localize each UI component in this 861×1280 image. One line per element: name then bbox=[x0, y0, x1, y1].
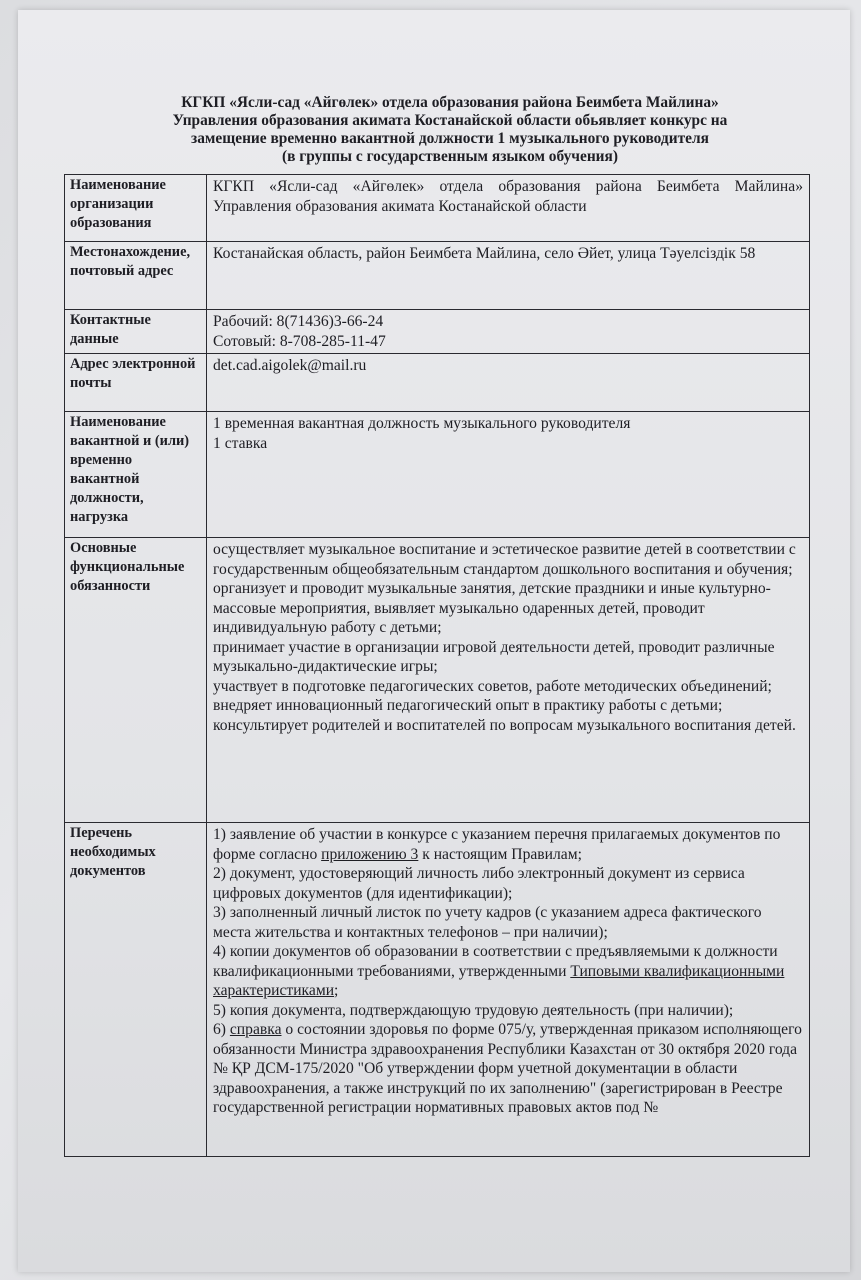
value-duties bbox=[207, 538, 810, 823]
duty-item: осуществляет музыкальное воспитание и эстетическое развитие детей в соответствии с государственным общеобязательным стандартом дошкольного воспитания и обучения; bbox=[213, 541, 796, 578]
value-vacancy bbox=[207, 412, 810, 538]
document-item-2: 2) документ, удостоверяющий личность либо электронный документ из сервиса цифровых документов (для идентификации); bbox=[213, 865, 745, 902]
document-item-6 bbox=[213, 1020, 803, 1118]
duty-item: принимает участие в организации игровой деятельности детей, проводит различные музыкально-дидактические игры; bbox=[213, 638, 775, 675]
document-item-5: 5) копия документа, подтверждающую трудовую деятельность (при наличии); bbox=[213, 1001, 734, 1019]
document-text: к настоящим Правилам; bbox=[418, 845, 582, 863]
row-location bbox=[65, 242, 810, 310]
value-documents bbox=[207, 823, 810, 1157]
document-item-4 bbox=[213, 942, 803, 1001]
vacancy-table bbox=[64, 174, 810, 1157]
title-line-3: замещение временно вакантной должности 1 музыкального руководителя bbox=[191, 130, 709, 147]
value-contacts bbox=[207, 310, 810, 354]
title-line-4: (в группы с государственным языком обучения) bbox=[281, 148, 619, 165]
vacancy-position: 1 временная вакантная должность музыкального руководителя bbox=[213, 415, 631, 432]
duty-item: консультирует родителей и воспитателей по вопросам музыкального воспитания детей. bbox=[213, 716, 796, 734]
duty-item: организует и проводит музыкальные занятия, детские праздники и иные культурно-массовые мероприятия, выявляет музыкально одаренных детей, проводит индивидуальную работу с детьми; bbox=[213, 580, 771, 636]
label-documents: Перечень необходимых документов bbox=[65, 823, 207, 1157]
title-line-2: Управления образования акимата Костанайской области обьявляет конкурс на bbox=[172, 112, 728, 129]
row-email bbox=[65, 354, 810, 412]
mobile-phone: Сотовый: 8-708-285-11-47 bbox=[213, 332, 386, 350]
row-organization bbox=[65, 175, 810, 242]
appendix-link[interactable]: приложению 3 bbox=[321, 845, 419, 863]
certificate-link[interactable]: справка bbox=[229, 1021, 282, 1038]
vacancy-rate: 1 ставка bbox=[213, 434, 268, 452]
document-text: ; bbox=[334, 982, 339, 999]
label-contacts: Контактные данные bbox=[65, 310, 207, 354]
value-email[interactable]: det.cad.aigolek@mail.ru bbox=[207, 354, 810, 412]
value-organization: КГКП «Ясли-сад «Айгөлек» отдела образования района Беимбета Майлина» Управления образования акимата Костанайской области bbox=[207, 175, 810, 242]
label-duties: Основные функциональные обязанности bbox=[65, 538, 207, 823]
document-text: 1) заявление об участии в конкурсе с указанием перечня прилагаемых документов по форме согласно bbox=[213, 826, 781, 863]
duty-item: внедряет инновационный педагогический опыт в практику работы с детьми; bbox=[213, 697, 723, 714]
row-contacts bbox=[65, 310, 810, 354]
row-documents bbox=[65, 823, 810, 1157]
qualification-link[interactable]: Типовыми квалификационными характеристиками bbox=[213, 962, 785, 999]
label-vacancy: Наименование вакантной и (или) временно вакантной должности, нагрузка bbox=[65, 412, 207, 538]
title-line-1: КГКП «Ясли-сад «Айгөлек» отдела образования района Беимбета Майлина» bbox=[181, 94, 719, 111]
document-text: о состоянии здоровья по форме 075/у, утвержденная приказом исполняющего обязанности Министра здравоохранения Республики Казахстан от 30 октября 2020 года № ҚР ДСМ-175/2020 "Об утверждении форм учетной документации в области здравоохранения, а также инструкций по их заполнению" (зарегистрирован в Реестре государственной регистрации нормативных правовых актов под № bbox=[213, 1021, 802, 1116]
document-item-3: 3) заполненный личный листок по учету кадров (с указанием адреса фактического места жительства и контактных телефонов – при наличии); bbox=[213, 904, 762, 941]
label-email: Адрес электронной почты bbox=[65, 354, 207, 412]
work-phone: Рабочий: 8(71436)3-66-24 bbox=[213, 313, 384, 330]
announcement-title bbox=[120, 94, 780, 166]
document-text: 6) bbox=[213, 1021, 230, 1038]
value-location: Костанайская область, район Беимбета Майлина, село Әйет, улица Тәуелсіздік 58 bbox=[207, 242, 810, 310]
duty-item: участвует в подготовке педагогических советов, работе методических объединений; bbox=[213, 677, 772, 695]
label-organization: Наименование организации образования bbox=[65, 175, 207, 242]
row-vacancy bbox=[65, 412, 810, 538]
row-duties bbox=[65, 538, 810, 823]
label-location: Местонахождение, почтовый адрес bbox=[65, 242, 207, 310]
document-text: 4) копии документов об образовании в соответствии с предъявляемыми к должности квалификационными требованиями, утвержденными bbox=[213, 943, 778, 980]
document-item-1 bbox=[213, 825, 803, 864]
